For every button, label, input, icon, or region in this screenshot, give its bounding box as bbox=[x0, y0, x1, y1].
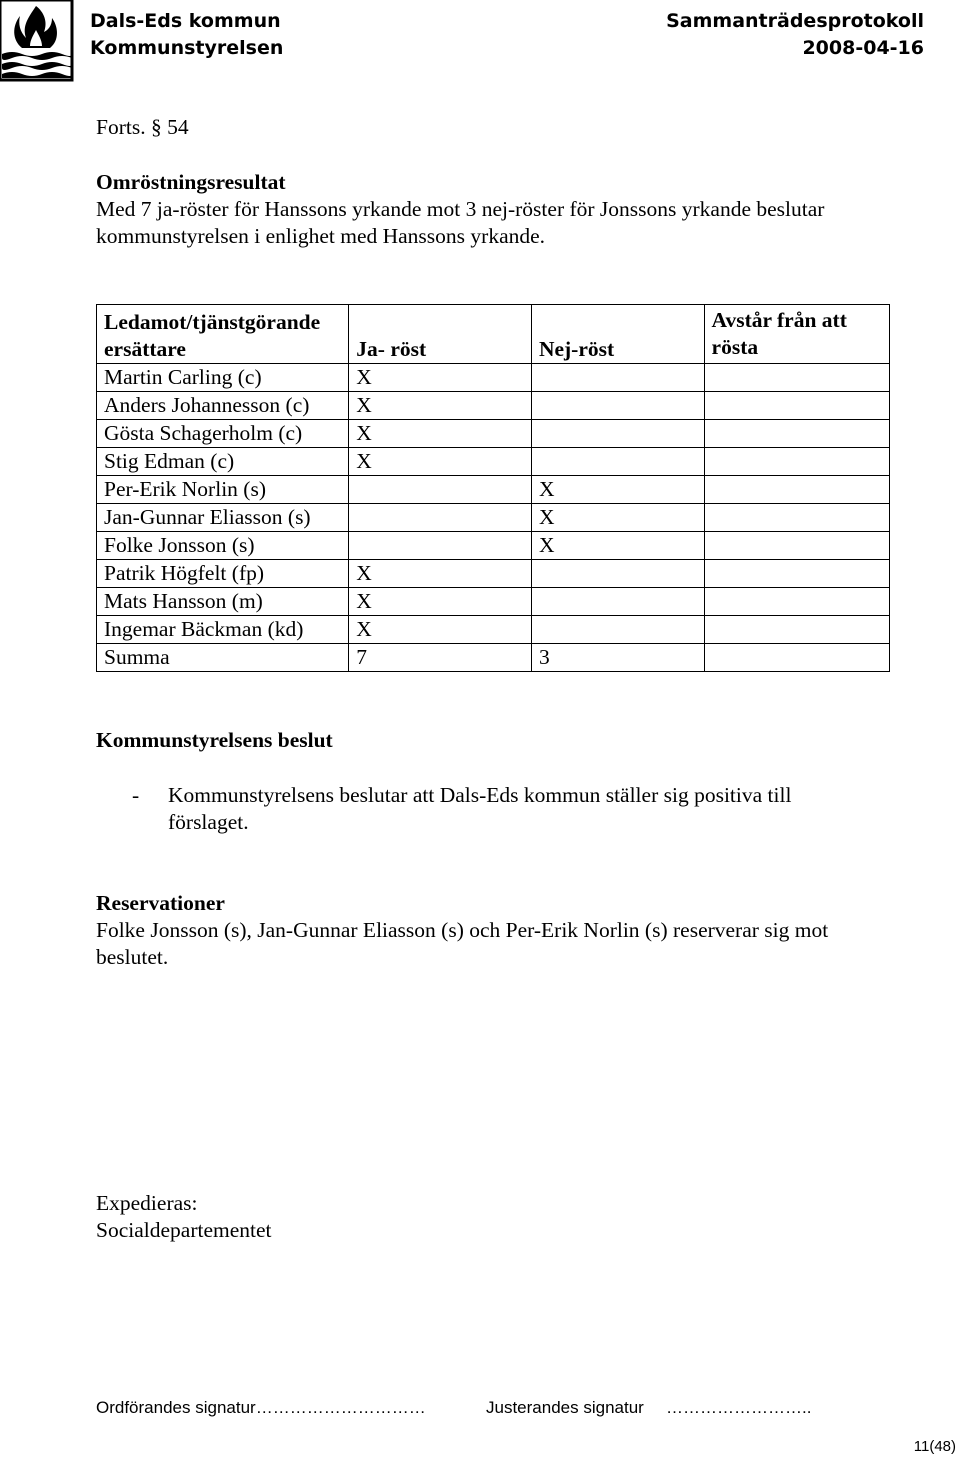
no-vote bbox=[531, 588, 704, 616]
yes-vote: X bbox=[349, 588, 532, 616]
member-name: Per-Erik Norlin (s) bbox=[97, 476, 349, 504]
member-name: Stig Edman (c) bbox=[97, 448, 349, 476]
adjuster-signature-dots: …………………….. bbox=[666, 1398, 812, 1417]
org-name: Dals-Eds kommun bbox=[90, 10, 281, 32]
member-name: Jan-Gunnar Eliasson (s) bbox=[97, 504, 349, 532]
abstain-vote bbox=[704, 448, 889, 476]
member-name: Martin Carling (c) bbox=[97, 364, 349, 392]
member-name: Folke Jonsson (s) bbox=[97, 532, 349, 560]
member-name: Anders Johannesson (c) bbox=[97, 392, 349, 420]
member-name: Mats Hansson (m) bbox=[97, 588, 349, 616]
dispatch-label: Expedieras: bbox=[96, 1191, 198, 1215]
no-vote bbox=[531, 560, 704, 588]
abstain-vote bbox=[704, 532, 889, 560]
chair-signature-line: Ordförandes signatur………………………… bbox=[96, 1398, 426, 1417]
yes-vote bbox=[349, 476, 532, 504]
table-row-total bbox=[97, 644, 890, 672]
yes-vote bbox=[349, 504, 532, 532]
member-header-line-1: Ledamot/tjänstgörande bbox=[104, 310, 321, 334]
result-line-1: Med 7 ja-röster för Hanssons yrkande mot 3 nej-röster för Jonssons yrkande beslutar bbox=[96, 197, 825, 221]
reservations-line-2: beslutet. bbox=[96, 945, 169, 969]
member-header-line-2: ersättare bbox=[104, 337, 186, 361]
abstain-vote bbox=[704, 588, 889, 616]
yes-vote bbox=[349, 532, 532, 560]
yes-vote: X bbox=[349, 364, 532, 392]
no-vote: X bbox=[531, 504, 704, 532]
yes-vote: X bbox=[349, 448, 532, 476]
table-row bbox=[97, 476, 890, 504]
no-vote bbox=[531, 448, 704, 476]
yes-vote: X bbox=[349, 560, 532, 588]
municipality-logo-icon bbox=[0, 0, 74, 82]
abstain-header-line-1: Avstår från att bbox=[711, 308, 847, 332]
table-row bbox=[97, 504, 890, 532]
doc-type: Sammanträdesprotokoll bbox=[666, 10, 924, 32]
abstain-vote bbox=[704, 476, 889, 504]
abstain-vote bbox=[704, 504, 889, 532]
yes-vote: X bbox=[349, 616, 532, 644]
decision-bullet: - bbox=[132, 783, 140, 807]
total-label: Summa bbox=[97, 644, 349, 672]
continuation-label: Forts. § 54 bbox=[96, 115, 189, 139]
reservations-heading: Reservationer bbox=[96, 891, 225, 915]
result-heading: Omröstningsresultat bbox=[96, 170, 286, 194]
yes-column-header: Ja- röst bbox=[349, 305, 532, 364]
adjuster-signature-label: Justerandes signatur bbox=[486, 1398, 644, 1417]
table-row bbox=[97, 392, 890, 420]
abstain-vote bbox=[704, 420, 889, 448]
abstain-column-header bbox=[704, 305, 889, 364]
table-row bbox=[97, 448, 890, 476]
table-row bbox=[97, 532, 890, 560]
table-row bbox=[97, 364, 890, 392]
member-column-header bbox=[97, 305, 349, 364]
no-total: 3 bbox=[531, 644, 704, 672]
member-name: Patrik Högfelt (fp) bbox=[97, 560, 349, 588]
member-name: Ingemar Bäckman (kd) bbox=[97, 616, 349, 644]
votes-table-header bbox=[97, 305, 890, 364]
member-name: Gösta Schagerholm (c) bbox=[97, 420, 349, 448]
abstain-total bbox=[704, 644, 889, 672]
decision-text: Kommunstyrelsens beslutar att Dals-Eds kommun ställer sig positiva till förslaget. bbox=[168, 783, 792, 834]
votes-table bbox=[96, 304, 890, 672]
page-number: 11(48) bbox=[913, 1438, 956, 1455]
body-name: Kommunstyrelsen bbox=[90, 37, 284, 59]
table-row bbox=[97, 420, 890, 448]
abstain-vote bbox=[704, 392, 889, 420]
table-row bbox=[97, 588, 890, 616]
no-vote bbox=[531, 364, 704, 392]
result-line-2: kommunstyrelsen i enlighet med Hanssons yrkande. bbox=[96, 224, 546, 248]
abstain-header-line-2: rösta bbox=[711, 335, 759, 359]
table-row bbox=[97, 560, 890, 588]
decision-heading: Kommunstyrelsens beslut bbox=[96, 728, 333, 752]
no-column-header: Nej-röst bbox=[531, 305, 704, 364]
abstain-vote bbox=[704, 560, 889, 588]
header-right bbox=[666, 8, 924, 62]
meeting-date: 2008-04-16 bbox=[802, 37, 924, 59]
abstain-vote bbox=[704, 364, 889, 392]
yes-total: 7 bbox=[349, 644, 532, 672]
no-vote bbox=[531, 392, 704, 420]
no-vote: X bbox=[531, 532, 704, 560]
no-vote: X bbox=[531, 476, 704, 504]
dispatch-recipient: Socialdepartementet bbox=[96, 1218, 272, 1242]
no-vote bbox=[531, 616, 704, 644]
table-row bbox=[97, 616, 890, 644]
yes-vote: X bbox=[349, 392, 532, 420]
abstain-vote bbox=[704, 616, 889, 644]
reservations-line-1: Folke Jonsson (s), Jan-Gunnar Eliasson (s) och Per-Erik Norlin (s) reserverar sig mot bbox=[96, 918, 829, 942]
no-vote bbox=[531, 420, 704, 448]
yes-vote: X bbox=[349, 420, 532, 448]
header-left bbox=[90, 8, 283, 62]
